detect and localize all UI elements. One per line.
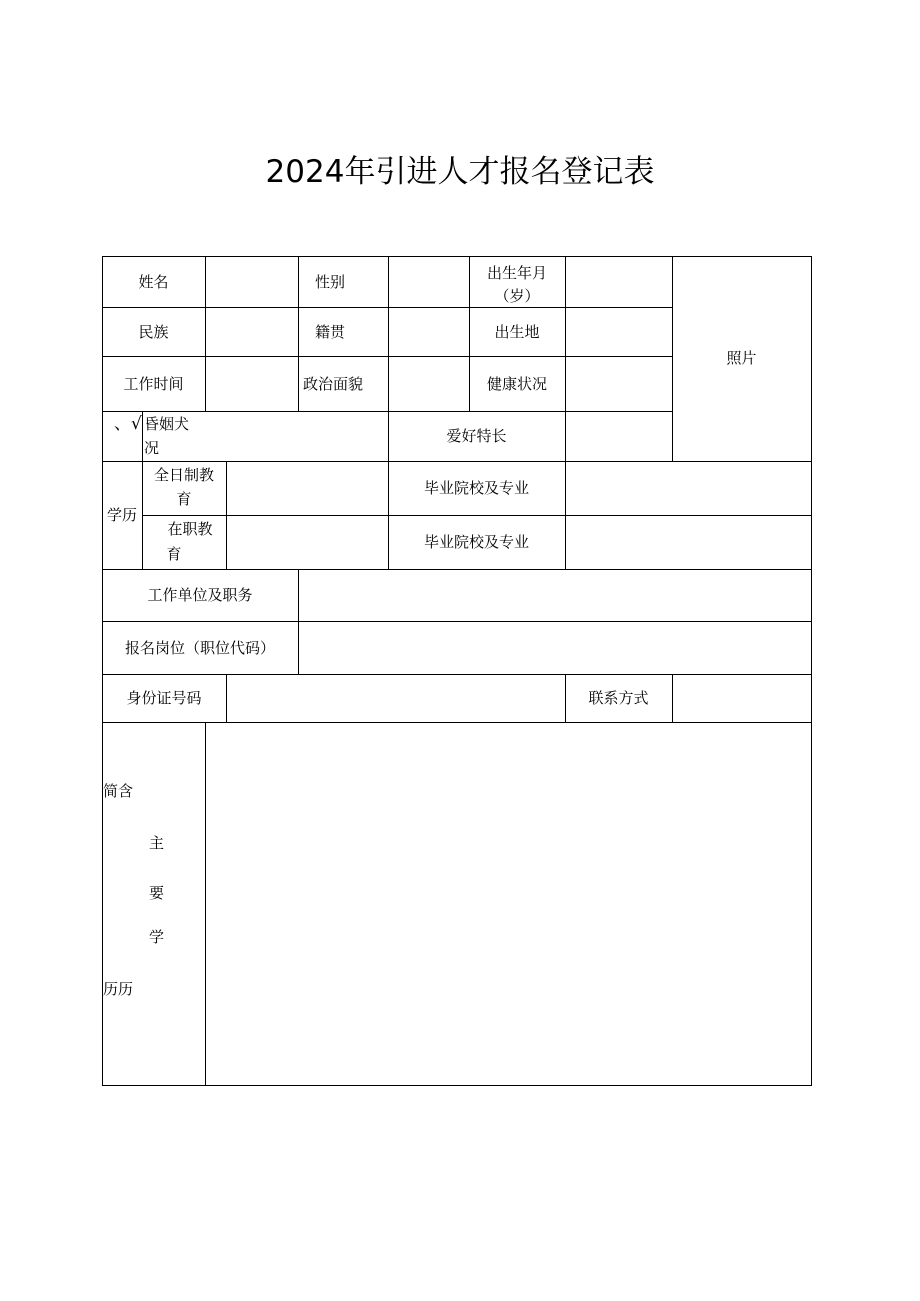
label-marital-line2: 况: [144, 439, 160, 457]
label-work-time: 工作时间: [123, 374, 184, 393]
political-status-field[interactable]: [389, 357, 469, 411]
label-inservice-line1: 在职教: [167, 520, 213, 538]
label-fulltime-line2: 育: [176, 490, 192, 508]
gender-field[interactable]: [389, 257, 469, 307]
label-name: 姓名: [138, 272, 169, 291]
birthplace-field[interactable]: [566, 308, 672, 356]
label-ethnicity: 民族: [138, 322, 169, 341]
label-work-unit: 工作单位及职务: [147, 586, 253, 604]
label-resume-5: 历历: [103, 980, 134, 998]
label-fulltime-line1: 全日制教: [153, 466, 214, 484]
label-birth-line2: （岁）: [494, 287, 540, 305]
native-place-field[interactable]: [389, 308, 469, 356]
resume-field[interactable]: [206, 723, 811, 1085]
label-resume-4: 学: [149, 928, 165, 946]
label-birthplace: 出生地: [494, 322, 540, 341]
inservice-school-field[interactable]: [566, 516, 811, 569]
label-native-place: 籍贯: [314, 322, 345, 341]
contact-field[interactable]: [673, 675, 811, 722]
label-inservice-line2: 育: [166, 545, 182, 563]
fulltime-degree-field[interactable]: [227, 462, 388, 515]
label-photo: 照片: [726, 349, 757, 367]
label-gender: 性别: [314, 272, 345, 291]
label-contact: 联系方式: [588, 689, 649, 707]
marital-check-mark: 、√: [114, 414, 142, 434]
table-border-right: [811, 256, 812, 1086]
page-title: 2024年引进人才报名登记表: [265, 154, 655, 190]
label-school-major-2: 毕业院校及专业: [423, 533, 529, 551]
col-divider: [142, 411, 143, 461]
birth-field[interactable]: [566, 257, 672, 307]
ethnicity-field[interactable]: [206, 308, 298, 356]
work-time-field[interactable]: [206, 357, 298, 411]
name-field[interactable]: [206, 257, 298, 307]
marital-field[interactable]: [206, 412, 388, 461]
work-unit-field[interactable]: [299, 570, 811, 621]
fulltime-school-field[interactable]: [566, 462, 811, 515]
table-border-bottom: [102, 1085, 812, 1086]
label-resume-1: 简含: [103, 782, 134, 800]
label-resume-3: 要: [149, 884, 165, 902]
inservice-degree-field[interactable]: [227, 516, 388, 569]
label-health: 健康状况: [486, 374, 547, 393]
label-school-major-1: 毕业院校及专业: [423, 479, 529, 497]
position-field[interactable]: [299, 622, 811, 674]
health-field[interactable]: [566, 357, 672, 411]
label-position: 报名岗位（职位代码）: [124, 638, 275, 657]
label-marital-line1: 昏姻犬: [144, 415, 190, 433]
label-resume-2: 主: [149, 834, 165, 852]
label-education: 学历: [106, 506, 137, 524]
label-birth-line1: 出生年月: [486, 264, 547, 282]
hobbies-field[interactable]: [566, 412, 672, 461]
label-political-status: 政治面貌: [302, 374, 363, 393]
id-number-field[interactable]: [227, 675, 565, 722]
label-hobbies: 爱好特长: [446, 427, 507, 445]
label-id-number: 身份证号码: [126, 689, 202, 707]
